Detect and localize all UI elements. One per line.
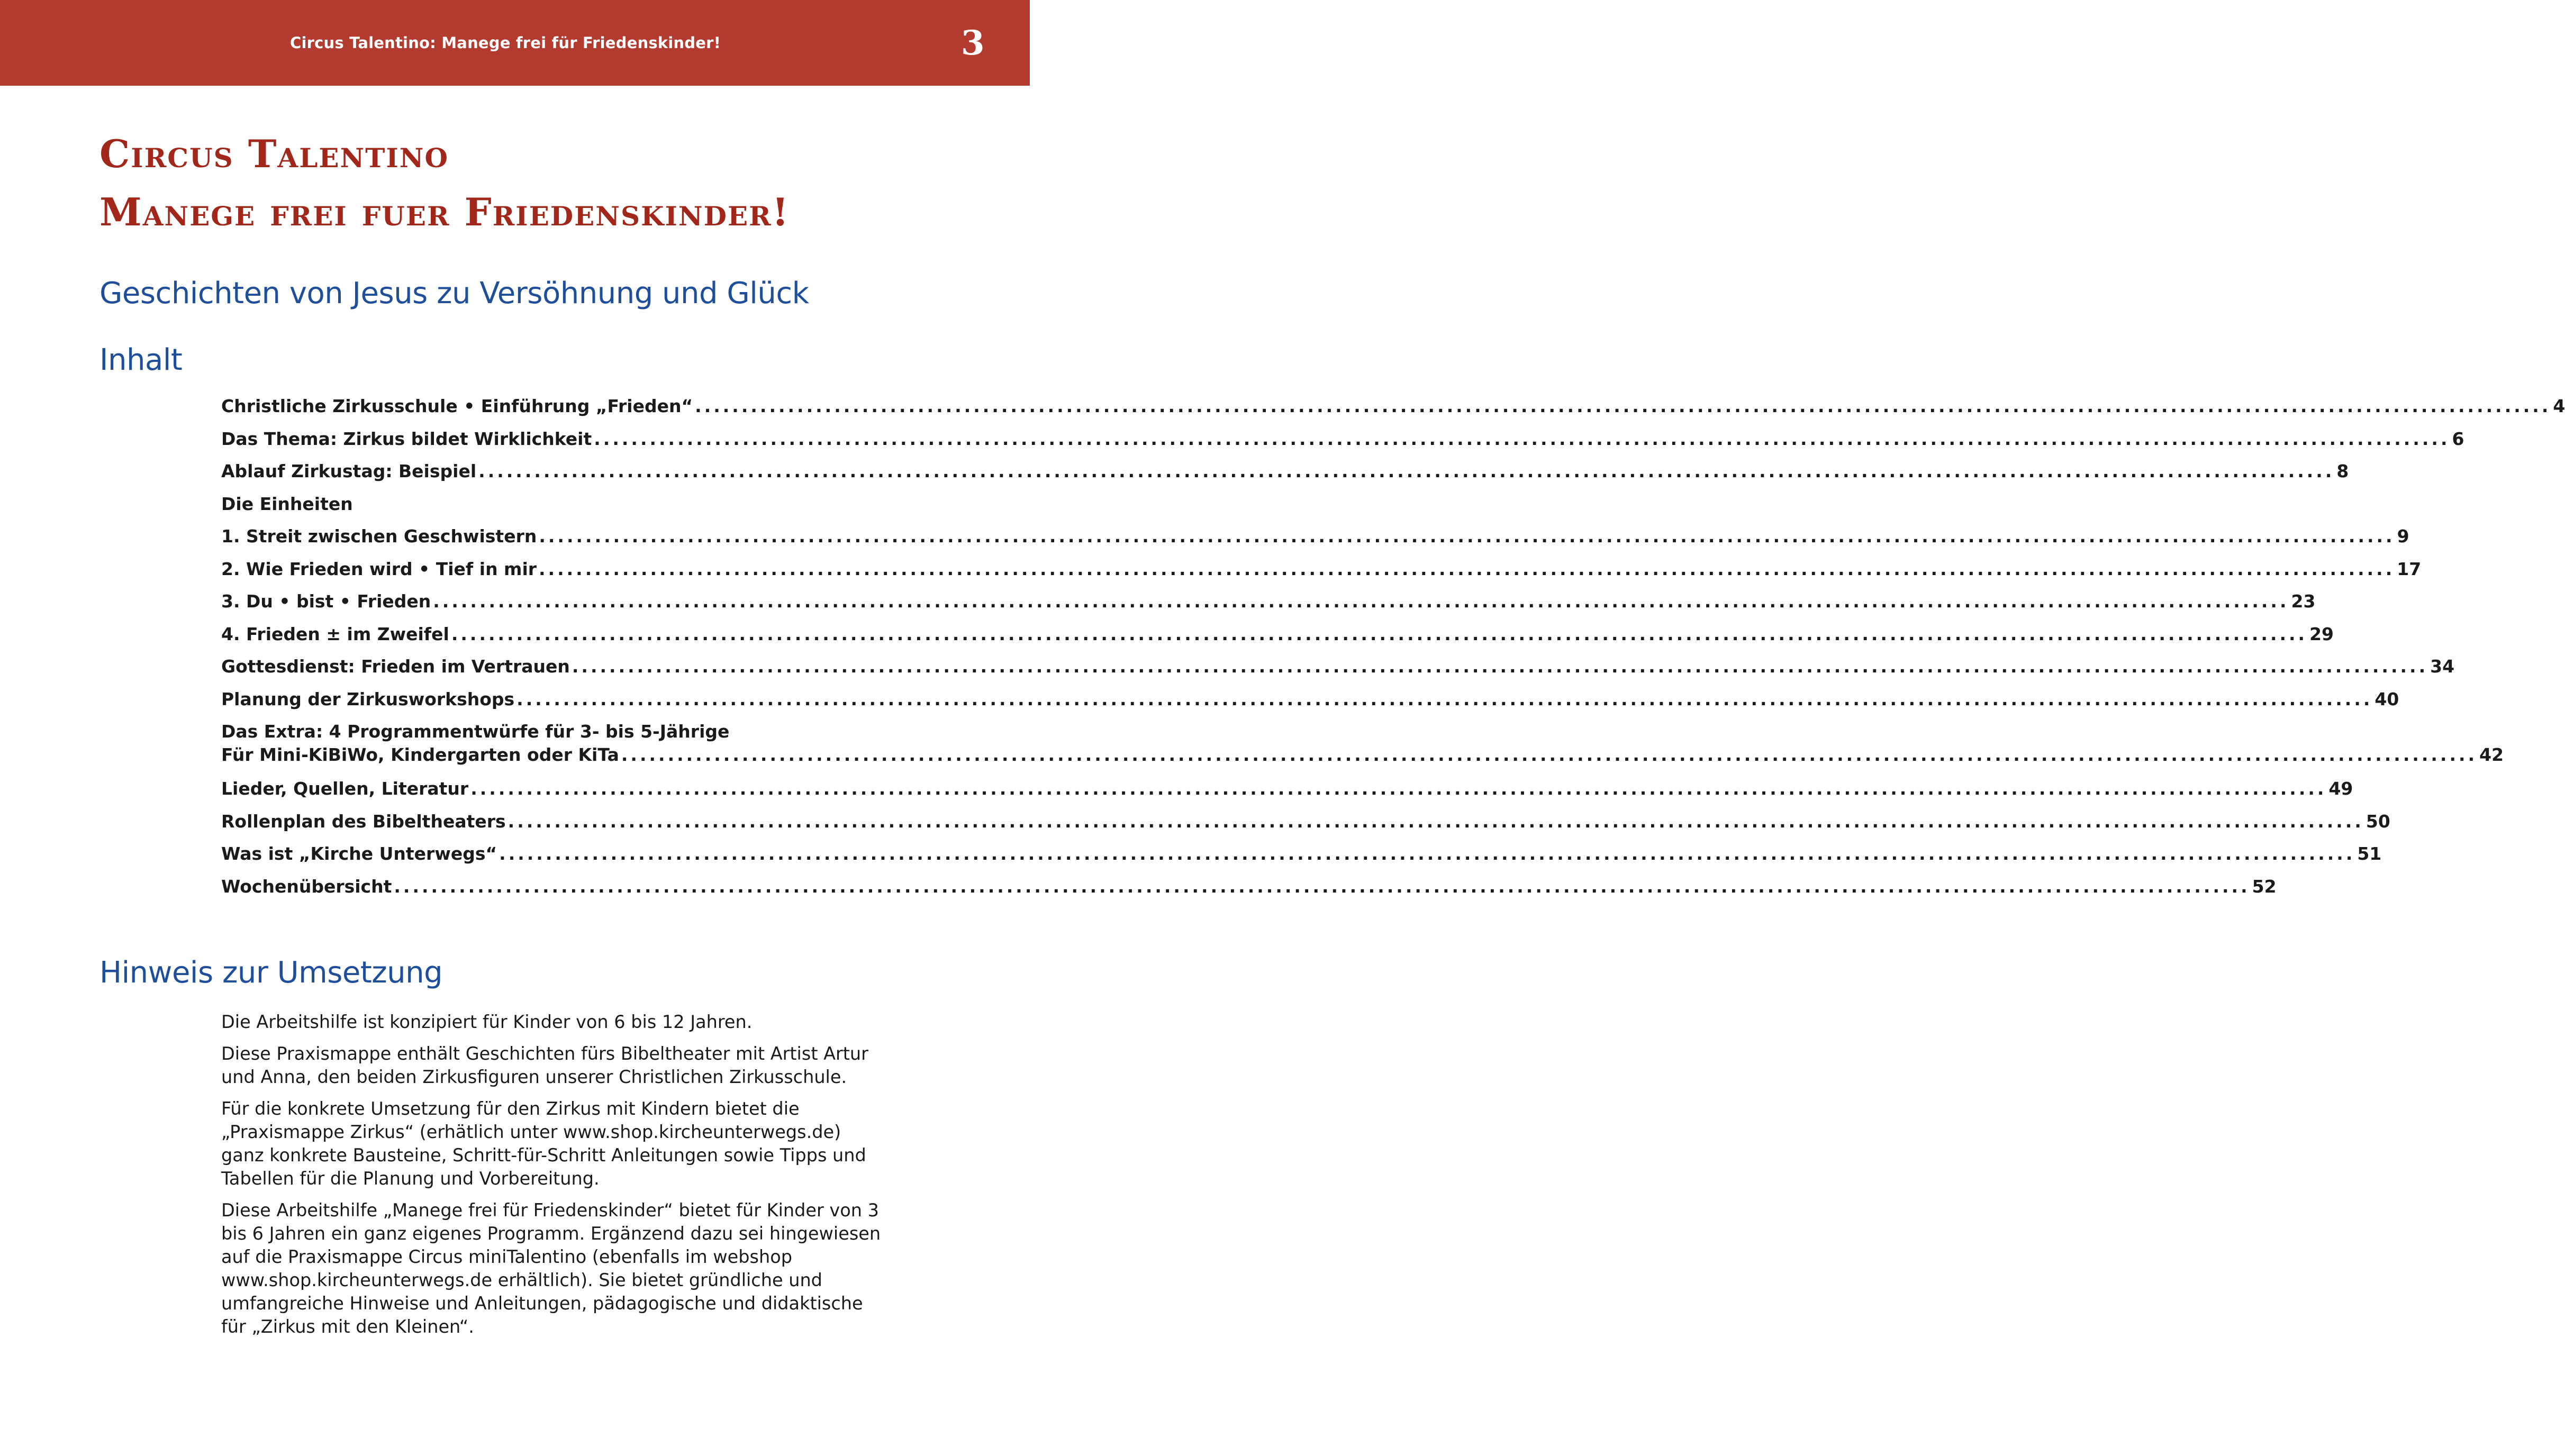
toc-leader-dots: ........................................................................................................................................................................................................ [594,428,2450,449]
toc-entry-page: 4 [2553,396,2565,416]
toc-entry [221,460,2349,493]
toc-leader-dots: ........................................................................................................................................................................................................ [507,811,2364,832]
toc-entry-page: 49 [2328,778,2353,799]
toc-entry-page: 42 [2479,744,2504,765]
toc-entry-page: 23 [2291,591,2316,612]
header-bar [0,0,1030,86]
toc-entry [221,558,2422,590]
toc-entry-title: Die Einheiten [221,493,353,514]
toc-entry-title: Rollenplan des Bibeltheaters [221,811,506,832]
hint-paragraph: Die Arbeitshilfe ist konzipiert für Kinder von 6 bis 12 Jahren. [221,1012,753,1032]
toc-entry-title: Gottesdienst: Frieden im Vertrauen [221,656,570,677]
toc-entry-page: 34 [2430,656,2455,677]
toc-entry-title: 4. Frieden ± im Zweifel [221,623,449,644]
toc-entry [221,525,2409,558]
toc-entry [221,842,2382,875]
toc-entry-page: 6 [2452,428,2464,449]
toc-leader-dots: ........................................................................................................................................................................................................ [539,558,2395,579]
toc-entry-title: Ablauf Zirkustag: Beispiel [221,461,477,481]
toc-leader-dots: ........................................................................................................................................................................................................ [451,623,2308,644]
toc-leader-dots: ........................................................................................................................................................................................................ [695,396,2551,416]
hint-paragraph: Diese Arbeitshilfe „Manege frei für Friedenskinder“ bietet für Kinder von 3 bis 6 Jahren ein ganz eigenes Programm. Ergänzend dazu sei hingewiesen auf die Praxismappe Circus miniTalentino (ebenfalls im webshop www.shop.kircheunterwegs.de erhältlich). Sie bietet gründliche und umfangreiche Hinweise und Anleitungen, pädagogische und didaktische für „Zirkus mit den Kleinen“. [221,1200,881,1337]
toc-leader-dots: ........................................................................................................................................................................................................ [539,526,2395,547]
hint-paragraph: Für die konkrete Umsetzung für den Zirkus mit Kindern bietet die „Praxismappe Zirkus“ (erhätlich unter www.shop.kircheunterwegs.de) ganz konkrete Bausteine, Schritt-für-Schritt Anleitungen sowie Tipps und Tabellen für die Planung und Vorbereitung. [221,1098,866,1189]
main-title-line-1: Circus Talentino [99,131,449,176]
toc-leader-dots: ........................................................................................................................................................................................................ [470,778,2327,799]
toc-entry [221,810,2390,843]
toc-entry-title: Für Mini-KiBiWo, Kindergarten oder KiTa [221,744,619,765]
toc-leader-dots: ........................................................................................................................................................................................................ [499,843,2355,864]
toc-leader-dots: ........................................................................................................................................................................................................ [433,591,2289,612]
toc-entry-page: 8 [2336,461,2349,481]
toc-entry-page: 29 [2309,623,2334,644]
toc-leader-dots: ........................................................................................................................................................................................................ [621,744,2478,765]
toc-leader-dots: ........................................................................................................................................................................................................ [572,656,2428,677]
main-title [99,125,790,241]
toc-leader-dots: ........................................................................................................................................................................................................ [516,688,2373,709]
page-number: 3 [961,23,985,63]
toc-leader-dots: ........................................................................................................................................................................................................ [394,876,2250,897]
toc-entry-title: Das Extra: 4 Programmentwürfe für 3- bis 5-Jährige [221,721,730,742]
header-title: Circus Talentino: Manege frei für Friedenskinder! [290,34,721,52]
toc-entry [221,623,2334,656]
hint-heading: Hinweis zur Umsetzung [99,956,443,990]
toc-entry-page: 17 [2397,558,2422,579]
table-of-contents [221,395,2565,907]
toc-entry [221,655,2455,688]
toc-entry-title: Wochenübersicht [221,876,392,897]
toc-entry [221,720,2504,777]
toc-entry-page: 50 [2365,811,2390,832]
toc-entry-page: 40 [2374,688,2399,709]
toc-entry-page: 9 [2397,526,2409,547]
toc-entry [221,395,2565,427]
hint-body [221,1011,882,1347]
toc-entry-title: 3. Du • bist • Frieden [221,591,431,612]
toc-entry-title: Was ist „Kirche Unterwegs“ [221,843,497,864]
hint-paragraph: Diese Praxismappe enthält Geschichten fürs Bibeltheater mit Artist Artur und Anna, den beiden Zirkusfiguren unserer Christlichen Zirkusschule. [221,1043,868,1087]
toc-entry [221,590,2316,623]
toc-entry [221,688,2399,721]
toc-entry [221,777,2353,810]
toc-entry-title: Lieder, Quellen, Literatur [221,778,469,799]
toc-entry [221,875,2277,908]
toc-entry [221,427,2464,460]
toc-entry-page: 52 [2252,876,2277,897]
toc-entry-title: 2. Wie Frieden wird • Tief in mir [221,558,537,579]
toc-entry-title: Das Thema: Zirkus bildet Wirklichkeit [221,428,592,449]
toc-entry-page: 51 [2357,843,2382,864]
toc-entry [221,493,882,525]
toc-entry-title: Planung der Zirkusworkshops [221,688,515,709]
toc-entry-title: Christliche Zirkusschule • Einführung „Frieden“ [221,396,693,416]
toc-heading: Inhalt [99,343,183,377]
main-title-line-2: Manege frei fuer Friedenskinder! [99,189,790,234]
subtitle: Geschichten von Jesus zu Versöhnung und Glück [99,276,809,311]
toc-leader-dots: ........................................................................................................................................................................................................ [478,461,2335,481]
toc-entry-title: 1. Streit zwischen Geschwistern [221,526,537,547]
